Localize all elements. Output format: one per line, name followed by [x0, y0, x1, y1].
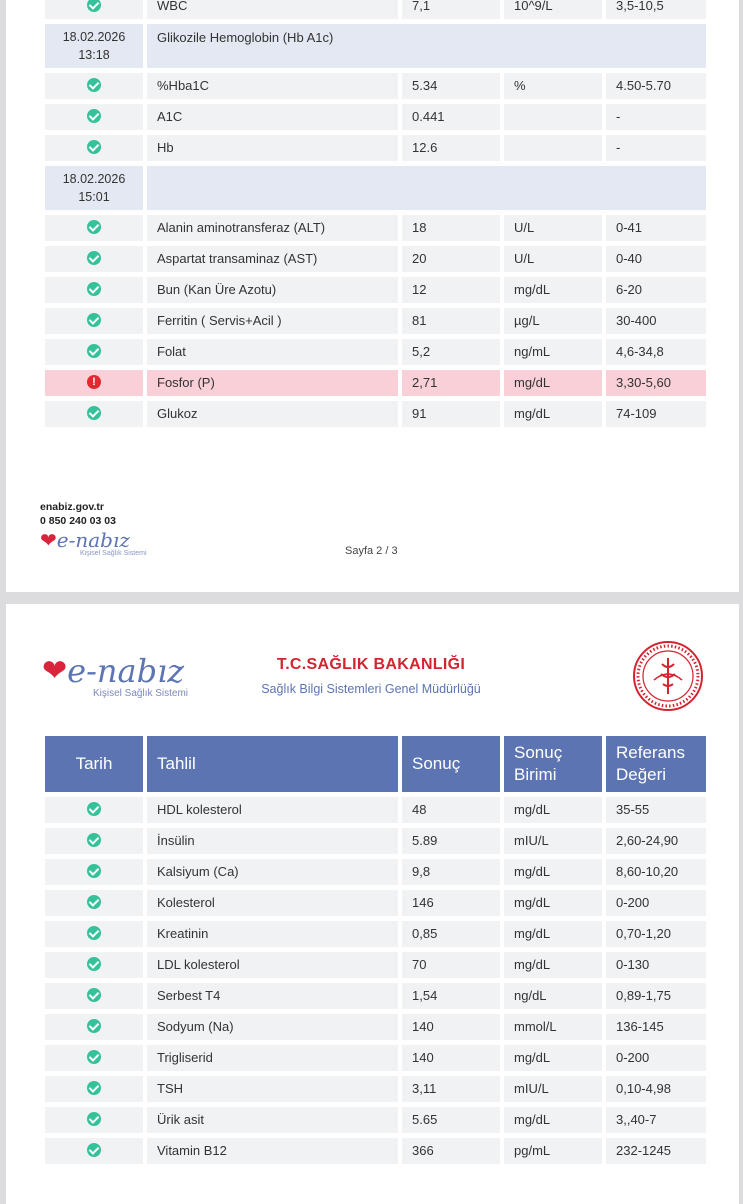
results-table-page-2: [41, 0, 710, 432]
group-time-value: 15:01: [78, 190, 110, 204]
test-name: Bun (Kan Üre Azotu): [147, 277, 398, 303]
test-name: Glukoz: [147, 401, 398, 427]
result-unit: pg/mL: [504, 1138, 602, 1164]
test-name: Kolesterol: [147, 890, 398, 916]
result-unit: [504, 104, 602, 130]
status-cell: [45, 308, 143, 334]
reference-range: 30-400: [606, 308, 706, 334]
group-date-value: 18.02.2026: [62, 30, 126, 44]
table-row: [45, 339, 706, 365]
group-title: Glikozile Hemoglobin (Hb A1c): [147, 24, 706, 68]
col-header-date: Tarih: [45, 736, 143, 792]
status-cell: [45, 104, 143, 130]
result-unit: mg/dL: [504, 1107, 602, 1133]
reference-range: 3,30-5,60: [606, 370, 706, 396]
results-table-page-3: [41, 731, 710, 1169]
status-cell: [45, 277, 143, 303]
reference-range: -: [606, 135, 706, 161]
table-row: [45, 277, 706, 303]
reference-range: 0,10-4,98: [606, 1076, 706, 1102]
ministry-seal-icon: [632, 640, 704, 712]
status-cell: [45, 73, 143, 99]
status-cell: [45, 246, 143, 272]
table-row: [45, 921, 706, 947]
test-name: Kreatinin: [147, 921, 398, 947]
status-cell: [45, 215, 143, 241]
result-value: 18: [402, 215, 500, 241]
test-name: Folat: [147, 339, 398, 365]
test-name: Fosfor (P): [147, 370, 398, 396]
reference-range: 136-145: [606, 1014, 706, 1040]
alert-icon: !: [87, 375, 101, 389]
result-value: 0.441: [402, 104, 500, 130]
status-cell: [45, 952, 143, 978]
table-row: [45, 246, 706, 272]
col-header-test: Tahlil: [147, 736, 398, 792]
table-row: [45, 73, 706, 99]
result-unit: ng/dL: [504, 983, 602, 1009]
check-circle-icon: [87, 1081, 101, 1095]
reference-range: 0,89-1,75: [606, 983, 706, 1009]
group-date: [45, 24, 143, 68]
check-circle-icon: [87, 1143, 101, 1157]
table-row: [45, 828, 706, 854]
table-row: [45, 859, 706, 885]
status-cell: [45, 0, 143, 19]
result-unit: mg/dL: [504, 277, 602, 303]
result-value: 146: [402, 890, 500, 916]
result-unit: mg/dL: [504, 890, 602, 916]
test-name: İnsülin: [147, 828, 398, 854]
check-circle-icon: [87, 251, 101, 265]
group-row: [45, 166, 706, 210]
result-value: 5.65: [402, 1107, 500, 1133]
table-header: [45, 736, 706, 792]
logo-text: e-nabız: [56, 528, 130, 552]
table-row: [45, 308, 706, 334]
reference-range: 3,5-10,5: [606, 0, 706, 19]
result-value: 3,11: [402, 1076, 500, 1102]
table-row: [45, 952, 706, 978]
result-unit: mg/dL: [504, 952, 602, 978]
result-value: 81: [402, 308, 500, 334]
table-row: [45, 1107, 706, 1133]
result-value: 7,1: [402, 0, 500, 19]
heart-icon: ❤: [40, 530, 57, 552]
check-circle-icon: [87, 1112, 101, 1126]
table-row: [45, 104, 706, 130]
test-name: A1C: [147, 104, 398, 130]
check-circle-icon: [87, 406, 101, 420]
test-name: LDL kolesterol: [147, 952, 398, 978]
result-unit: mg/dL: [504, 401, 602, 427]
reference-range: 8,60-10,20: [606, 859, 706, 885]
enabiz-logo: [42, 652, 189, 699]
result-unit: mg/dL: [504, 1045, 602, 1071]
check-circle-icon: [87, 0, 101, 12]
footer-website[interactable]: enabiz.gov.tr: [40, 501, 104, 513]
test-name: Vitamin B12: [147, 1138, 398, 1164]
group-date-value: 18.02.2026: [62, 172, 126, 186]
test-name: Trigliserid: [147, 1045, 398, 1071]
reference-range: 0-41: [606, 215, 706, 241]
result-value: 140: [402, 1045, 500, 1071]
status-cell: [45, 1076, 143, 1102]
reference-range: 4,6-34,8: [606, 339, 706, 365]
result-value: 9,8: [402, 859, 500, 885]
col-header-unit: Sonuç Birimi: [504, 736, 602, 792]
test-name: Ferritin ( Servis+Acil ): [147, 308, 398, 334]
result-unit: mg/dL: [504, 859, 602, 885]
result-value: 2,71: [402, 370, 500, 396]
test-name: Sodyum (Na): [147, 1014, 398, 1040]
table-row: [45, 983, 706, 1009]
test-name: HDL kolesterol: [147, 797, 398, 823]
result-unit: mg/dL: [504, 370, 602, 396]
col-header-result: Sonuç: [402, 736, 500, 792]
table-row: [45, 1138, 706, 1164]
result-value: 1,54: [402, 983, 500, 1009]
status-cell: [45, 370, 143, 396]
reference-range: 0-130: [606, 952, 706, 978]
reference-range: 2,60-24,90: [606, 828, 706, 854]
table-row: [45, 1045, 706, 1071]
reference-range: 6-20: [606, 277, 706, 303]
result-value: 91: [402, 401, 500, 427]
result-unit: U/L: [504, 246, 602, 272]
result-value: 20: [402, 246, 500, 272]
status-cell: [45, 401, 143, 427]
result-unit: mmol/L: [504, 1014, 602, 1040]
result-value: 366: [402, 1138, 500, 1164]
result-value: 12: [402, 277, 500, 303]
ministry-header: [251, 656, 491, 696]
reference-range: 0-200: [606, 1045, 706, 1071]
test-name: Alanin aminotransferaz (ALT): [147, 215, 398, 241]
result-unit: mg/dL: [504, 921, 602, 947]
status-cell: [45, 797, 143, 823]
check-circle-icon: [87, 313, 101, 327]
reference-range: 74-109: [606, 401, 706, 427]
table-row: [45, 215, 706, 241]
table-row: [45, 401, 706, 427]
table-row: [45, 1076, 706, 1102]
test-name: %Hba1C: [147, 73, 398, 99]
result-unit: 10^9/L: [504, 0, 602, 19]
check-circle-icon: [87, 1050, 101, 1064]
reference-range: 232-1245: [606, 1138, 706, 1164]
result-unit: mIU/L: [504, 828, 602, 854]
reference-range: 0,70-1,20: [606, 921, 706, 947]
result-value: 5.89: [402, 828, 500, 854]
test-name: Aspartat transaminaz (AST): [147, 246, 398, 272]
heart-icon: ❤: [42, 654, 68, 688]
check-circle-icon: [87, 988, 101, 1002]
result-unit: µg/L: [504, 308, 602, 334]
check-circle-icon: [87, 833, 101, 847]
check-circle-icon: [87, 344, 101, 358]
table-row: [45, 0, 706, 19]
enabiz-logo-small: [40, 528, 147, 557]
test-name: Hb: [147, 135, 398, 161]
result-unit: ng/mL: [504, 339, 602, 365]
status-cell: [45, 1045, 143, 1071]
check-circle-icon: [87, 864, 101, 878]
result-value: 5.34: [402, 73, 500, 99]
result-unit: [504, 135, 602, 161]
group-time-value: 13:18: [78, 48, 110, 62]
check-circle-icon: [87, 926, 101, 940]
reference-range: 3,,40-7: [606, 1107, 706, 1133]
check-circle-icon: [87, 957, 101, 971]
table-row: [45, 890, 706, 916]
check-circle-icon: [87, 282, 101, 296]
footer-phone: 0 850 240 03 03: [40, 515, 116, 527]
group-title: [147, 166, 706, 210]
status-cell: [45, 1138, 143, 1164]
result-value: 48: [402, 797, 500, 823]
status-cell: [45, 983, 143, 1009]
test-name: Kalsiyum (Ca): [147, 859, 398, 885]
reference-range: -: [606, 104, 706, 130]
table-row: [45, 797, 706, 823]
status-cell: [45, 921, 143, 947]
result-unit: %: [504, 73, 602, 99]
logo-subtitle: Kişisel Sağlık Sistemi: [93, 688, 189, 699]
status-cell: [45, 859, 143, 885]
reference-range: 35-55: [606, 797, 706, 823]
check-circle-icon: [87, 895, 101, 909]
result-value: 5,2: [402, 339, 500, 365]
test-name: Serbest T4: [147, 983, 398, 1009]
reference-range: 0-200: [606, 890, 706, 916]
check-circle-icon: [87, 1019, 101, 1033]
logo-text: e-nabız: [67, 652, 185, 690]
result-value: 0,85: [402, 921, 500, 947]
logo-subtitle: Kişisel Sağlık Sistemi: [80, 550, 147, 557]
result-value: 70: [402, 952, 500, 978]
check-circle-icon: [87, 109, 101, 123]
ministry-title: T.C.SAĞLIK BAKANLIĞI: [276, 656, 466, 673]
test-name: TSH: [147, 1076, 398, 1102]
test-name: WBC: [147, 0, 398, 19]
result-unit: mg/dL: [504, 797, 602, 823]
result-value: 140: [402, 1014, 500, 1040]
status-cell: [45, 135, 143, 161]
table-row: [45, 135, 706, 161]
check-circle-icon: [87, 220, 101, 234]
result-value: 12.6: [402, 135, 500, 161]
reference-range: 0-40: [606, 246, 706, 272]
result-unit: mIU/L: [504, 1076, 602, 1102]
table-row: [45, 1014, 706, 1040]
department-title: Sağlık Bilgi Sistemleri Genel Müdürlüğü: [261, 682, 481, 696]
status-cell: [45, 890, 143, 916]
result-unit: U/L: [504, 215, 602, 241]
col-header-reference: Referans Değeri: [606, 736, 706, 792]
group-row: [45, 24, 706, 68]
check-circle-icon: [87, 802, 101, 816]
group-date: [45, 166, 143, 210]
status-cell: [45, 1014, 143, 1040]
table-row: [45, 370, 706, 396]
check-circle-icon: [87, 140, 101, 154]
reference-range: 4.50-5.70: [606, 73, 706, 99]
status-cell: [45, 828, 143, 854]
page-number: Sayfa 2 / 3: [345, 545, 398, 557]
report-page-3: [6, 604, 739, 1204]
status-cell: [45, 1107, 143, 1133]
test-name: Ürik asit: [147, 1107, 398, 1133]
status-cell: [45, 339, 143, 365]
check-circle-icon: [87, 78, 101, 92]
report-page-2: [6, 0, 739, 592]
